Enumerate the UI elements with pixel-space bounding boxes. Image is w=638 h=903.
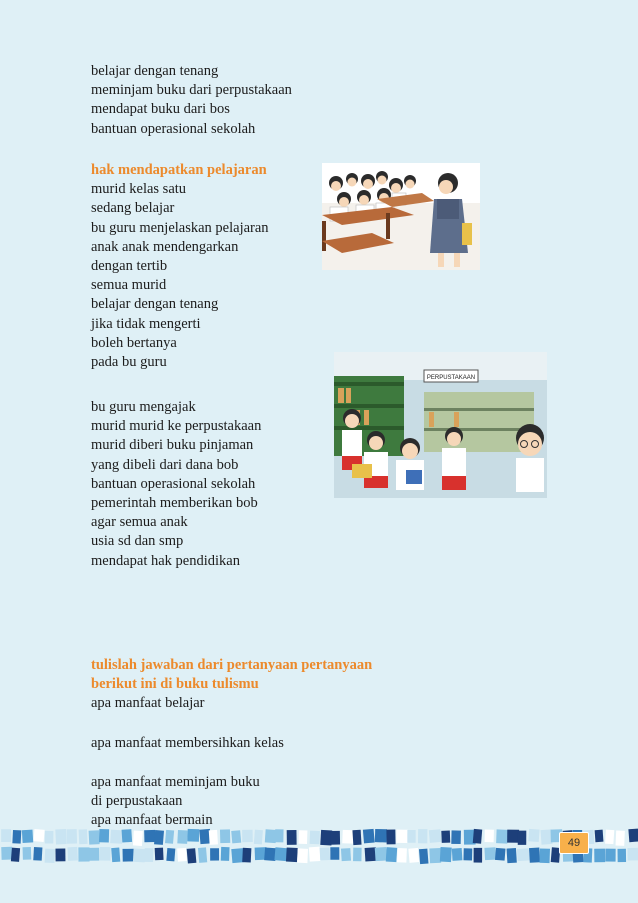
border-tile — [474, 848, 483, 863]
border-tile — [375, 829, 387, 842]
border-tile — [165, 830, 174, 844]
border-tile — [341, 848, 351, 861]
border-tile — [264, 847, 276, 861]
border-tile — [89, 830, 100, 844]
text-line: sedang belajar — [91, 200, 175, 217]
text-line: belajar dengan tenang — [91, 296, 219, 313]
border-tile — [22, 830, 33, 843]
border-tile — [539, 848, 550, 863]
border-tile — [595, 830, 604, 843]
border-tile — [231, 830, 241, 843]
question-3-block — [91, 773, 260, 831]
border-tile — [45, 849, 55, 863]
border-tile — [310, 831, 320, 845]
text-line: mendapat buku dari bos — [91, 101, 230, 118]
border-tile — [485, 830, 494, 843]
border-tile — [627, 848, 638, 861]
border-tile — [187, 848, 197, 863]
border-tile — [33, 829, 44, 842]
border-tile — [386, 830, 395, 845]
classroom-illustration — [322, 163, 480, 270]
border-tile — [1, 829, 11, 842]
border-tile — [451, 830, 461, 844]
exercise-heading-line: berikut ini di buku tulismu — [91, 676, 259, 693]
border-tile — [265, 829, 277, 843]
question-2-block — [91, 734, 284, 753]
border-tile — [254, 830, 263, 845]
border-tile — [154, 830, 164, 845]
exercise-heading-line: tulislah jawaban dari pertanyaan pertanyaan — [91, 657, 373, 673]
text-line: bu guru menjelaskan pelajaran — [91, 219, 269, 236]
border-tile — [375, 847, 387, 861]
border-tile — [299, 830, 308, 844]
border-tile — [330, 831, 340, 845]
border-tile — [99, 829, 109, 842]
text-line: murid diberi buku pinjaman — [91, 437, 254, 454]
exercise-heading — [91, 656, 372, 714]
border-tile — [484, 847, 496, 860]
border-tile — [353, 848, 362, 862]
border-tile — [517, 848, 530, 861]
text-line: belajar dengan tenang — [91, 63, 219, 79]
border-tile — [452, 848, 463, 861]
border-tile — [55, 829, 66, 844]
border-tile — [408, 848, 419, 863]
border-tile — [518, 831, 527, 845]
text-line: boleh bertanya — [91, 334, 177, 351]
border-tile — [79, 829, 88, 844]
border-tile — [220, 829, 230, 843]
border-tile — [441, 831, 450, 843]
text-line: murid murid ke perpustakaan — [91, 418, 262, 435]
border-tile — [177, 848, 187, 862]
border-tile — [496, 829, 508, 843]
border-tile — [396, 830, 407, 843]
question-4: apa manfaat bermain — [91, 812, 213, 829]
border-tile — [78, 847, 89, 861]
border-tile — [100, 847, 111, 861]
border-tile — [23, 847, 32, 860]
border-tile — [123, 849, 135, 862]
border-tile — [594, 849, 605, 863]
decorative-tile-border — [0, 826, 638, 866]
text-line: jika tidak mengerti — [91, 315, 201, 332]
border-tile — [67, 847, 77, 861]
text-line: bantuan operasional sekolah — [91, 120, 256, 137]
border-tile — [529, 848, 540, 863]
text-line: pada bu guru — [91, 354, 167, 371]
lesson-text-block — [91, 161, 269, 372]
border-tile — [286, 847, 298, 862]
border-tile — [618, 849, 627, 862]
border-tile — [287, 830, 297, 845]
section-heading: hak mendapatkan pelajaran — [91, 162, 267, 178]
border-tile — [111, 848, 120, 863]
border-tile — [198, 847, 207, 863]
border-tile — [628, 829, 638, 843]
border-tile — [155, 848, 164, 861]
page-number: 49 — [559, 832, 589, 854]
border-tile — [605, 830, 614, 845]
border-tile — [330, 847, 339, 860]
border-tile — [177, 830, 187, 844]
border-tile — [397, 848, 407, 863]
border-tile — [144, 830, 155, 842]
border-tile — [209, 830, 218, 845]
border-tile — [473, 829, 482, 844]
border-tile — [429, 848, 441, 863]
border-tile — [363, 829, 375, 843]
border-tile — [210, 848, 219, 860]
text-line: bantuan operasional sekolah — [91, 475, 256, 492]
border-tile — [605, 849, 615, 862]
text-line: agar semua anak — [91, 514, 188, 531]
question-3-line: apa manfaat meminjam buku — [91, 774, 260, 790]
border-tile — [133, 849, 145, 863]
border-tile — [418, 829, 427, 843]
border-tile — [33, 847, 42, 861]
border-tile — [144, 848, 153, 862]
library-sign-label: PERPUSTAKAAN — [426, 375, 476, 381]
question-3-line: di perpustakaan — [91, 793, 183, 810]
border-tile — [342, 830, 354, 844]
border-tile — [616, 830, 625, 845]
text-line: bu guru mengajak — [91, 399, 196, 415]
border-tile — [528, 829, 539, 842]
library-text-block — [91, 398, 261, 571]
text-line: mendapat hak pendidikan — [91, 552, 240, 569]
border-tile — [221, 847, 230, 861]
border-tile — [463, 848, 472, 860]
text-line: murid kelas satu — [91, 181, 187, 198]
border-tile — [242, 830, 253, 842]
text-line: meminjam buku dari perpustakaan — [91, 82, 292, 99]
border-tile — [122, 829, 133, 842]
question-1: apa manfaat belajar — [91, 695, 205, 712]
border-tile — [352, 830, 361, 845]
border-tile — [386, 847, 397, 862]
border-tile — [1, 847, 12, 860]
border-tile — [45, 831, 54, 844]
border-tile — [419, 849, 429, 865]
border-tile — [297, 848, 308, 863]
text-line: yang dibeli dari dana bob — [91, 456, 239, 473]
text-line: pemerintah memberikan bob — [91, 495, 258, 512]
border-tile — [275, 829, 284, 842]
border-tile — [309, 847, 321, 862]
border-tile — [440, 847, 452, 862]
border-tile — [88, 848, 99, 861]
border-tile — [495, 848, 505, 861]
border-tile — [274, 847, 287, 861]
border-tile — [187, 829, 199, 842]
question-2: apa manfaat membersihkan kelas — [91, 735, 284, 751]
border-tile — [110, 830, 123, 844]
library-illustration — [334, 352, 547, 498]
text-line: usia sd dan smp — [91, 533, 184, 550]
border-tile — [67, 829, 78, 844]
border-tile — [166, 848, 175, 861]
border-tile — [11, 848, 20, 862]
border-tile — [507, 830, 519, 843]
border-tile — [55, 848, 65, 861]
border-tile — [407, 830, 415, 843]
border-tile — [507, 848, 517, 863]
intro-text-block — [91, 62, 292, 139]
text-line: dengan tertib — [91, 258, 168, 275]
border-tile — [231, 848, 244, 863]
border-tile — [429, 829, 442, 843]
border-tile — [12, 830, 21, 844]
text-line: anak anak mendengarkan — [91, 238, 239, 255]
text-line: semua murid — [91, 277, 167, 294]
border-tile — [133, 831, 143, 846]
border-tile — [320, 848, 330, 861]
border-tile — [242, 848, 251, 863]
